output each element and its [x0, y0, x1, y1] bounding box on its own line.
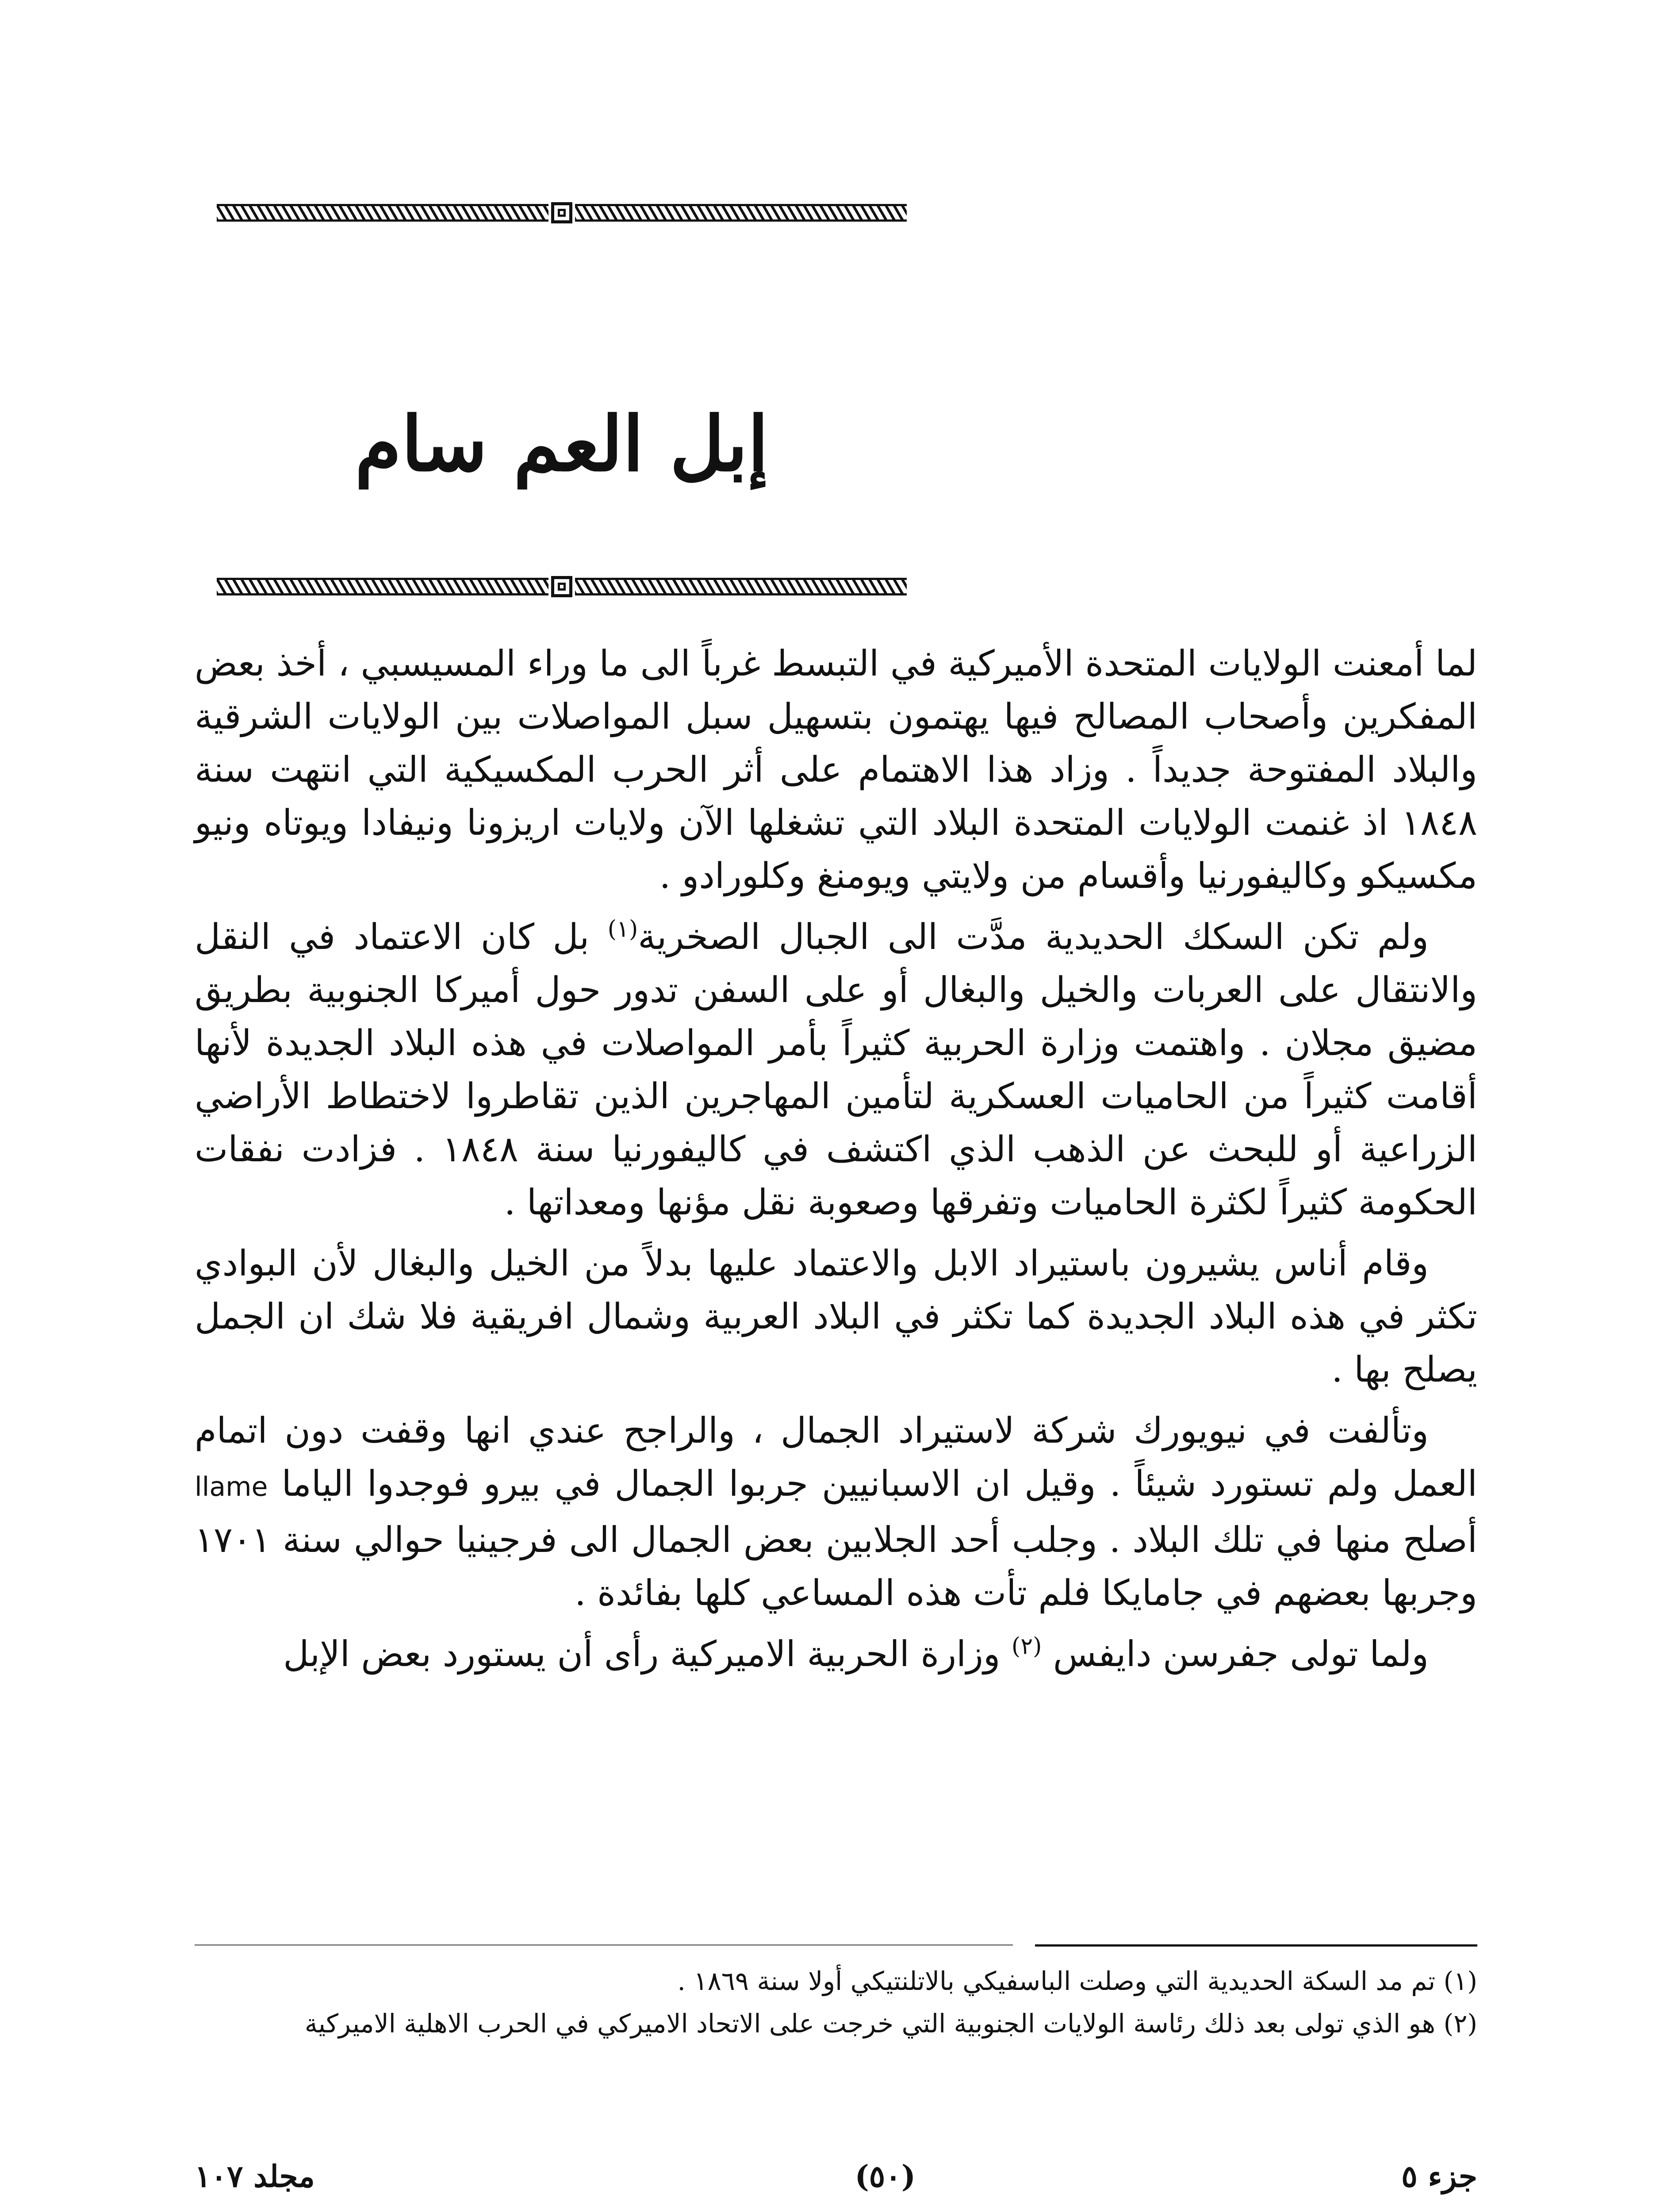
- bottom-ornament-divider: [217, 575, 907, 598]
- ornament-band: [217, 204, 548, 222]
- paragraph: [195, 1628, 1477, 1681]
- paragraph-text: أصلح منها في تلك البلاد . وجلب أحد الجلابين بعض الجمال الى فرجينيا حوالي سنة ١٧٠١ وجربها بعضهم في جامايكا فلم تأت هذه المساعي كلها بفائدة .: [195, 1519, 1477, 1613]
- latin-term: llame: [195, 1471, 268, 1502]
- ornament-band: [575, 578, 907, 595]
- paragraph: [195, 637, 1477, 902]
- paragraph-text: وقام أناس يشيرون باستيراد الابل والاعتماد عليها بدلاً من الخيل والبغال لأن البوادي تكثر في هذه البلاد الجديدة كما تكثر في البلاد العربية وشمال افريقية فلا شك ان الجمل يصلح بها .: [195, 1243, 1477, 1390]
- paragraph-text: بل كان الاعتماد في النقل والانتقال على العربات والخيل والبغال أو على السفن تدور حول أميركا الجنوبية بطريق مضيق مجلان . واهتمت وزارة الحربية كثيراً بأمر المواصلات في هذه البلاد الجديدة لأنها أقامت كثيراً من الحاميات العسكرية لتأمين المهاجرين الذين تقاطروا لاختطاط الأراضي الزراعية أو للبحث عن الذهب الذي اكتشف في كاليفورنيا سنة ١٨٤٨ . فزادت نفقات الحكومة كثيراً لكثرة الحاميات وتفرقها وصعوبة نقل مؤنها ومعداتها .: [195, 916, 1478, 1223]
- ornament-knot-icon: [551, 576, 572, 597]
- page-number: (٥٠): [855, 2159, 916, 2194]
- footnote-reference[interactable]: (١): [607, 916, 638, 943]
- paragraph-text: ولما تولى جفرسن دايفس: [1053, 1633, 1429, 1674]
- paragraph-text: وتألفت في نيويورك شركة لاستيراد الجمال ، والراجح عندي انها وقفت دون اتمام العمل ولم تستورد شيئاً . وقيل ان الاسبانيين جربوا الجمال في بيرو فوجدوا الياما: [195, 1410, 1477, 1504]
- paragraph-text: ولم تكن السكك الحديدية مدَّت الى الجبال الصخرية: [638, 916, 1429, 957]
- page-footer: [195, 2159, 1477, 2208]
- footnotes: [195, 1960, 1477, 2045]
- paragraph: [195, 1237, 1477, 1396]
- footnote-reference[interactable]: (٢): [1011, 1633, 1042, 1660]
- ornament-knot-icon: [551, 202, 572, 223]
- footnote-divider-thin: [195, 1944, 1013, 1946]
- part-number: جزء ٥: [1401, 2159, 1477, 2194]
- footnote-2: (٢) هو الذي تولى بعد ذلك رئاسة الولايات الجنوبية التي خرجت على الاتحاد الاميركي في الحرب الاهلية الاميركية: [304, 2008, 1477, 2039]
- ornament-band: [217, 578, 548, 595]
- paragraph: [195, 1404, 1477, 1620]
- volume-number: مجلد ١٠٧: [195, 2159, 315, 2194]
- paragraph: [195, 910, 1477, 1229]
- footnote-divider: [1035, 1944, 1477, 1947]
- article-title: إبل العم سام: [355, 399, 769, 488]
- paragraph-text: وزارة الحربية الاميركية رأى أن يستورد بعض الإبل: [283, 1633, 1012, 1674]
- paragraph-text: لما أمعنت الولايات المتحدة الأميركية في التبسط غرباً الى ما وراء المسيسبي ، أخذ بعض المفكرين وأصحاب المصالح فيها يهتمون بتسهيل سبل المواصلات بين الولايات الشرقية والبلاد المفتوحة جديداً . وزاد هذا الاهتمام على أثر الحرب المكسيكية التي انتهت سنة ١٨٤٨ اذ غنمت الولايات المتحدة البلاد التي تشغلها الآن ولايات اريزونا ونيفادا ويوتاه ونيو مكسيكو وكاليفورنيا وأقسام من ولايتي ويومنغ وكلورادو .: [195, 643, 1478, 896]
- top-ornament-divider: [217, 201, 907, 224]
- footnote-1: (١) تم مد السكة الحديدية التي وصلت الباسفيكي بالاتلنتيكي أولا سنة ١٨٦٩ .: [677, 1966, 1477, 1996]
- ornament-band: [575, 204, 907, 222]
- article-body: [195, 637, 1477, 1689]
